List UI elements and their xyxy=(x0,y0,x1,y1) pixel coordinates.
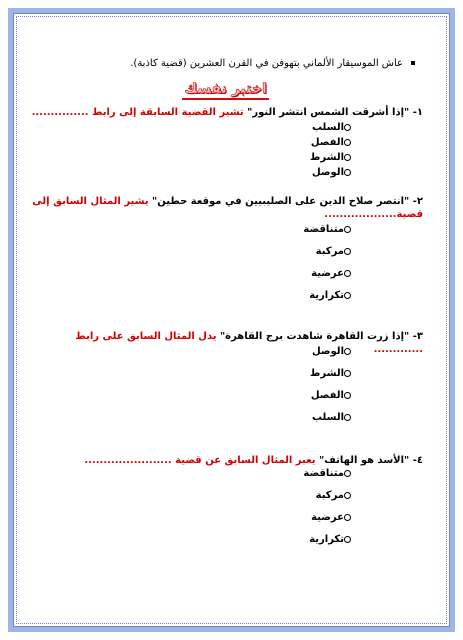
radio-icon[interactable] xyxy=(344,514,351,521)
question-prompt: يعبر المثال السابق عن قضية ....................... xyxy=(84,455,316,466)
option-label: الفصل xyxy=(310,137,344,148)
bullet-icon xyxy=(411,61,415,65)
option-q4-1[interactable] xyxy=(303,468,359,479)
option-q4-3[interactable] xyxy=(311,512,359,523)
question-stem: "إذا زرت القاهرة شاهدت برج القاهرة" xyxy=(219,331,410,342)
option-q4-2[interactable] xyxy=(316,490,359,501)
option-q3-3[interactable] xyxy=(311,390,359,401)
option-label: مركبة xyxy=(315,490,344,501)
option-q1-4[interactable] xyxy=(312,167,359,178)
radio-icon[interactable] xyxy=(344,492,351,499)
question-number: ٣- xyxy=(412,331,423,342)
radio-icon[interactable] xyxy=(344,292,351,299)
radio-icon[interactable] xyxy=(344,370,351,377)
question-4 xyxy=(28,454,423,467)
radio-icon[interactable] xyxy=(344,139,351,146)
option-label: مركبة xyxy=(315,246,344,257)
intro-text: عاش الموسيقار الألماني بتهوفن في القرن العشرين (قضية كاذبة). xyxy=(130,58,403,69)
option-label: عرضية xyxy=(311,512,344,523)
section-title xyxy=(28,78,423,100)
option-q3-2[interactable] xyxy=(310,368,359,379)
radio-icon[interactable] xyxy=(344,124,351,131)
question-prompt: يشير المثال السابق إلى قضية................... xyxy=(32,196,423,220)
radio-icon[interactable] xyxy=(344,536,351,543)
radio-icon[interactable] xyxy=(344,414,351,421)
radio-icon[interactable] xyxy=(344,392,351,399)
question-stem: "انتصر صلاح الدين على الصليبيين في موقعة حطين" xyxy=(152,196,410,207)
option-label: تكرارية xyxy=(309,290,344,301)
question-number: ٤- xyxy=(412,455,423,466)
option-q2-4[interactable] xyxy=(309,290,359,301)
option-label: الشرط xyxy=(310,152,344,163)
question-3 xyxy=(28,330,423,356)
question-number: ١- xyxy=(412,107,423,118)
option-label: الشرط xyxy=(310,368,344,379)
option-label: متناقضة xyxy=(303,224,344,235)
option-label: تكرارية xyxy=(309,534,344,545)
option-label: السلب xyxy=(311,412,344,423)
option-label: الفصل xyxy=(310,390,344,401)
question-prompt: يدل المثال السابق على رابط ............. xyxy=(75,331,423,355)
radio-icon[interactable] xyxy=(344,270,351,277)
option-q3-1[interactable] xyxy=(312,346,359,357)
option-label: الوصل xyxy=(311,346,344,357)
option-label: عرضية xyxy=(311,268,344,279)
question-stem: "إذا أشرقت الشمس انتشر النور" xyxy=(247,107,410,118)
question-2 xyxy=(28,195,423,221)
option-label: الوصل xyxy=(311,167,344,178)
radio-icon[interactable] xyxy=(344,226,351,233)
option-label: متناقضة xyxy=(303,468,344,479)
question-prompt: تشير القضية السابقة إلى رابط ............... xyxy=(31,107,244,118)
radio-icon[interactable] xyxy=(344,348,351,355)
radio-icon[interactable] xyxy=(344,248,351,255)
title-text: اختبر نفسك xyxy=(182,81,269,100)
option-q3-4[interactable] xyxy=(312,412,359,423)
option-q2-2[interactable] xyxy=(316,246,359,257)
option-q4-4[interactable] xyxy=(309,534,359,545)
option-q1-2[interactable] xyxy=(311,137,359,148)
option-q1-3[interactable] xyxy=(310,152,359,163)
option-q2-1[interactable] xyxy=(303,224,359,235)
radio-icon[interactable] xyxy=(344,470,351,477)
question-number: ٢- xyxy=(412,196,423,207)
intro-statement xyxy=(130,58,415,69)
radio-icon[interactable] xyxy=(344,169,351,176)
question-stem: "الأسد هو الهاتف" xyxy=(318,455,410,466)
option-q2-3[interactable] xyxy=(311,268,359,279)
question-1 xyxy=(28,106,423,119)
radio-icon[interactable] xyxy=(344,154,351,161)
option-q1-1[interactable] xyxy=(312,122,359,133)
option-label: السلب xyxy=(311,122,344,133)
